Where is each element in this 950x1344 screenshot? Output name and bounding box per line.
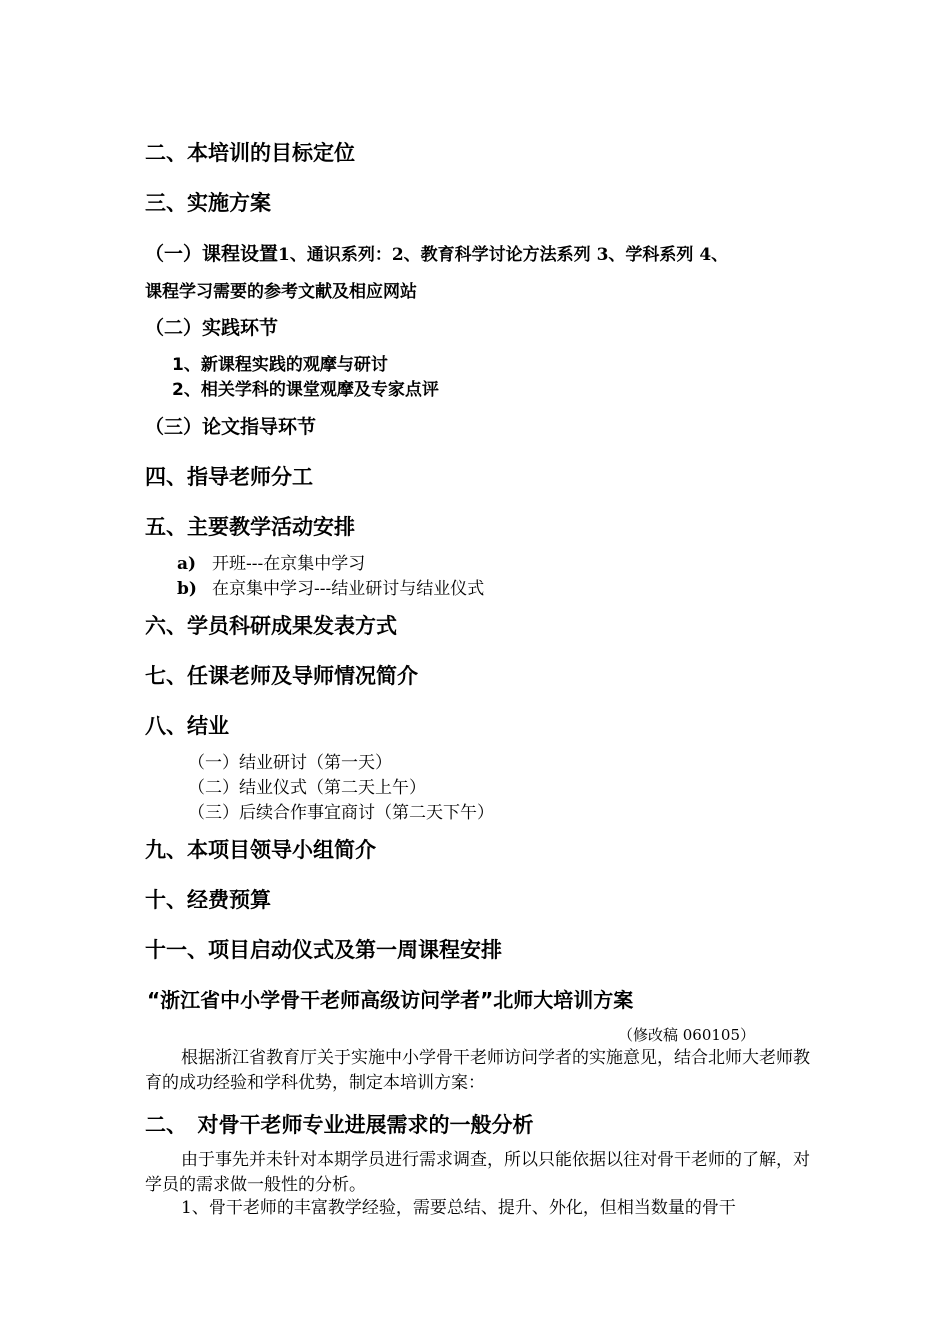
practice-item-2: 2、相关学科的课堂观摩及专家点评 (172, 380, 439, 400)
heading-budget: 十、经费预算 (145, 888, 271, 912)
document-title: “浙江省中小学骨干老师高级访问学者”北师大培训方案 (147, 988, 634, 1012)
heading-instructors: 七、任课老师及导师情况简介 (145, 664, 418, 688)
practice-item-1: 1、新课程实践的观摩与研讨 (172, 355, 388, 375)
heading-advisors: 四、指导老师分工 (145, 465, 313, 489)
needs-point-1: 1、骨干老师的丰富教学经验，需要总结、提升、外化，但相当数量的骨干 (181, 1198, 736, 1218)
revision-note: （修改稿 060105） (617, 1026, 755, 1044)
activity-text: 开班---在京集中学习 (212, 554, 366, 574)
activity-text: 在京集中学习---结业研讨与结业仪式 (212, 579, 485, 599)
heading-graduation: 八、结业 (145, 714, 229, 738)
heading-goal: 二、本培训的目标定位 (145, 141, 355, 165)
heading-leadership: 九、本项目领导小组简介 (145, 838, 376, 862)
activity-item-b (177, 574, 484, 599)
thesis-heading: （三）论文指导环节 (145, 416, 317, 438)
list-marker: a) (177, 554, 197, 574)
section-heading-needs: 二、 对骨干老师专业进展需求的一般分析 (145, 1113, 534, 1137)
graduation-item-3: （三）后续合作事宜商讨（第二天下午） (188, 803, 494, 823)
course-setup-series: 1、通识系列：2、教育科学讨论方法系列 3、学科系列 4、 (278, 245, 729, 265)
heading-publication: 六、学员科研成果发表方式 (145, 614, 397, 638)
heading-launch: 十一、项目启动仪式及第一周课程安排 (145, 938, 502, 962)
heading-activities: 五、主要教学活动安排 (145, 515, 355, 539)
heading-plan: 三、实施方案 (145, 191, 271, 215)
course-setup-line (145, 239, 728, 266)
needs-paragraph: 由于事先并未针对本期学员进行需求调查，所以只能依据以往对骨干老师的了解，对学员的需求做一般性的分析。 (145, 1150, 810, 1195)
course-setup-continuation: 课程学习需要的参考文献及相应网站 (145, 282, 417, 302)
practice-heading: （二）实践环节 (145, 317, 279, 339)
list-marker: b) (177, 579, 197, 599)
graduation-item-2: （二）结业仪式（第二天上午） (188, 778, 426, 798)
intro-paragraph: 根据浙江省教育厅关于实施中小学骨干老师访问学者的实施意见，结合北师大老师教育的成功经验和学科优势，制定本培训方案： (145, 1048, 810, 1093)
course-setup-heading: （一）课程设置 (145, 243, 279, 265)
graduation-item-1: （一）结业研讨（第一天） (188, 753, 392, 773)
activity-item-a (177, 549, 365, 574)
